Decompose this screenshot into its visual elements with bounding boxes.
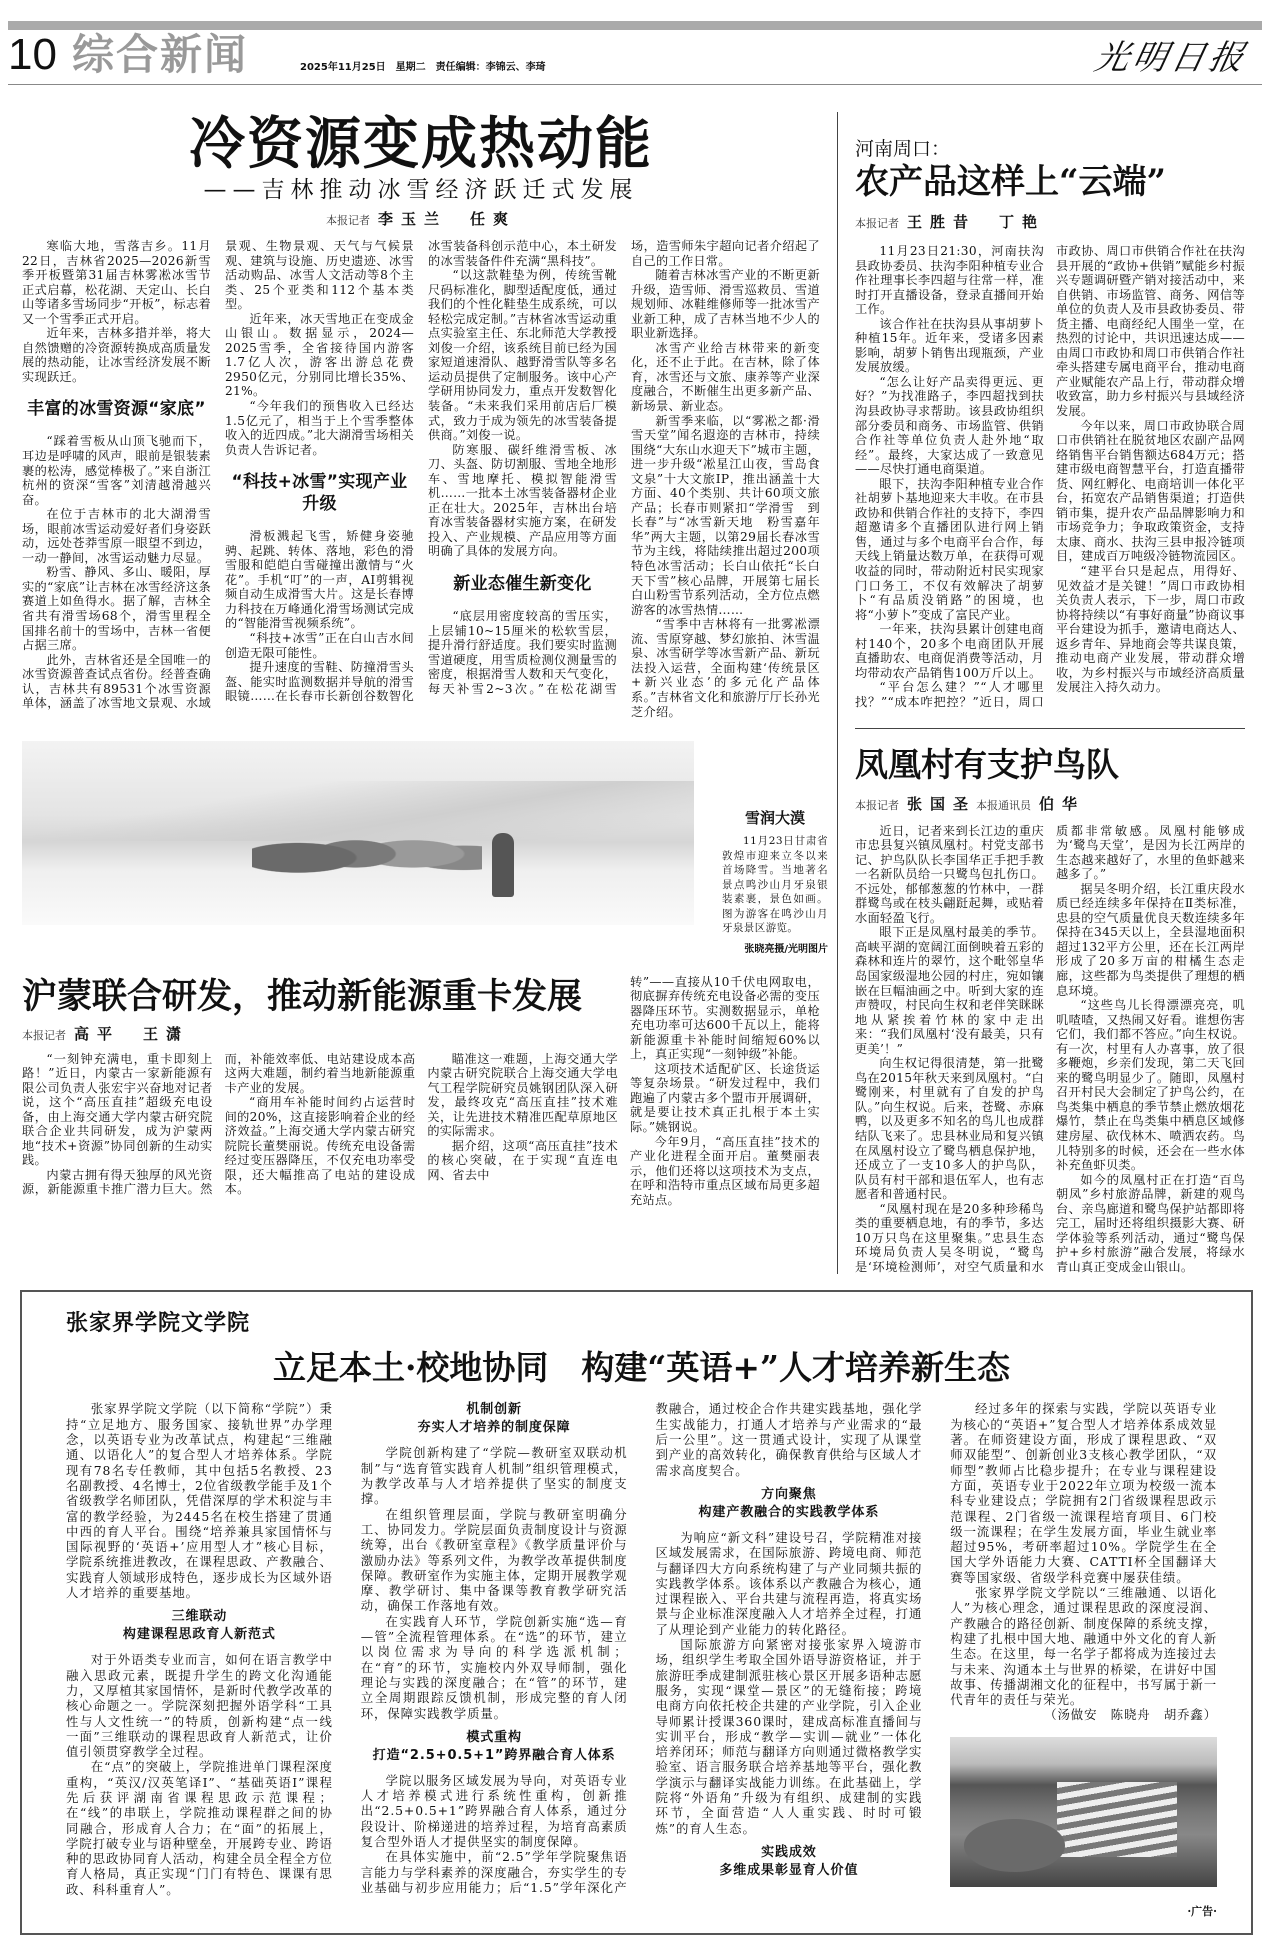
advert-org-name: 张家界学院文学院 xyxy=(66,1311,251,1337)
subheading-line: “科技+冰雪”实现产业升级 xyxy=(231,472,408,515)
subheading xyxy=(22,398,211,420)
subheading-line: 多维成果彰显育人价值 xyxy=(719,1862,859,1878)
photo-caption-box xyxy=(722,807,828,955)
paragraph: 学院创新构建了“学院—教研室双联动机制”与“选育管实践育人机制”组织管理模式，为教学改革与人才培养提供了坚实的制度支撑。 xyxy=(360,1445,628,1507)
paragraph: 据吴冬明介绍，长江重庆段水质已经连续多年保持在Ⅱ类标准，忠县的空气质量优良天数连续多年保持在345天以上，全县湿地面积超过132平方公里，还在长江两岸形成了20多万亩的柑橘生态走廊，这些都为鸟类提供了理想的栖息环境。 xyxy=(1056,881,1245,998)
subheading xyxy=(361,1729,628,1765)
paragraph: 一年来，扶沟县累计创建电商村140个，20多个电商团队开展直播助农、电商促消费等活动，月均带动农产品销售100万斤以上。 xyxy=(855,622,1044,680)
subheading-line: 丰富的冰雪资源“家底” xyxy=(27,399,206,420)
paragraph: 国际旅游方向紧密对接张家界入境游市场，组织学生考取全国外语导游资格证，并于旅游旺季成建制派驻核心景区开展多语种志愿服务，实现“课堂—景区”的无缝衔接；跨境电商方向依托校企共建的产业学院，引入企业导师累计授课360课时，建成高标准直播间与实训平台，形成“教学—实训—就业”一体化培养闭环；师范与翻译方向则通过微格教学实验室、语言服务联合培养基地等平台，强化教学演示与翻译实战能力训练。在此基础上，学院将“外语角”升级为有组织、成建制的实践环节，全面营造“人人重实践、时时可锻炼”的育人生态。 xyxy=(655,1637,923,1836)
main-article-subtitle: ——吉林推动冰雪经济跃迁式发展 xyxy=(203,177,639,203)
paragraph: “今年我们的预售收入已经达1.5亿元了，相当于上个雪季整体收入的近四成。”北大湖滑雪场相关负责人告诉记者。 xyxy=(225,399,414,457)
phoenix-article-byline xyxy=(855,793,1245,814)
camel-guide xyxy=(492,833,514,897)
henan-article-body xyxy=(855,244,1245,710)
subheading xyxy=(656,1486,923,1522)
main-article-title: 冷资源变成热动能 xyxy=(189,111,653,177)
advertisement-box xyxy=(20,1290,1253,1935)
paragraph: 瞄准这一难题，上海交通大学内蒙古研究院联合上海交通大学电气工程学院研究员姚钢团队深入研发，最终攻克“高压直挂”技术难关，让先进技术精准匹配草原地区的实际需求。 xyxy=(427,1051,618,1139)
paragraph: 11月23日21:30，河南扶沟县政协委员、扶沟李阳种植专业合作社理事长李四超与往常一样，准时打开直播设备，登录直播间开始工作。 xyxy=(855,244,1044,317)
paragraph: “这些鸟儿长得漂漂亮亮，叽叽喳喳，又热闹又好看。谁想伤害它们，我们都不答应。”向生权说。有一次，村里有人办喜事，放了很多鞭炮，乡亲们发现，第二天飞回来的鹭鸟明显少了。随即，凤凰村召开村民大会制定了护鸟公约，在鸟类集中栖息的季节禁止燃放烟花爆竹，禁止在鸟类集中栖息区域修建房屋、砍伐林木、喷洒农药。鸟儿特别多的时候，还会在一些水体补充鱼虾贝类。 xyxy=(1056,998,1245,1173)
advert-body xyxy=(66,1401,1217,1897)
paragraph: 在具体实施中，前“2.5”学年学院聚焦语言能力与学科素养的深度融合，夯实学生的专业基础与初步应用能力；后“1.5”学年深化产教融合，通过校企合作共建实践基地，强化学生实战能力，打通人才培养与产业需求的“最后一公里”。这一贯通式设计，实现了从课堂到产业的高效转化，确保教育供给与区域人才需求高度契合。 xyxy=(360,1401,923,1895)
subheading-line: 夯实人才培养的制度保障 xyxy=(417,1420,571,1436)
paragraph: 寒临大地，雪落吉乡。11月22日，吉林省2025—2026新雪季开板暨第31届吉林雾凇冰雪节正式启幕，松花湖、天定山、长白山等诸多雪场同步“开板”，标志着又一个雪季正式开启。 xyxy=(22,239,211,326)
section-divider xyxy=(855,728,1245,729)
paragraph: 经过多年的探索与实践，学院以英语专业为核心的“英语+”复合型人才培养体系成效显著。在师资建设方面，形成了课程思政、“双师双能型”、创新创业3支核心教学团队，“双师型”教师占比稳步提升；在专业与课程建设方面，英语专业于2022年立项为校级一流本科专业建设点；学院拥有2门省级课程思政示范课程、2门省级一流课程培育项目、6门校级一流课程；在学生发展方面，毕业生就业率超过95%，考研率超过10%。学院学生在全国大学外语能力大赛、CATTI杯全国翻译大赛等国家级、省级学科竞赛中屡获佳绩。 xyxy=(950,1401,1217,1585)
byline-label: 本报记者 xyxy=(325,214,370,227)
paragraph: 为响应“新文科”建设号召，学院精准对接区域发展需求，在国际旅游、跨境电商、师范与翻译四大方向系统构建了与产业同频共振的实践教学体系。该体系以产教融合为核心，通过课程嵌入、平台共建与流程再造，将真实场景与企业标准深度融入人才培养全过程，打通了从理论到产业能力的转化路径。 xyxy=(655,1529,923,1637)
newspaper-logo: 光明日报 xyxy=(1091,38,1252,78)
paragraph: 今年以来，周口市政协联合周口市供销社在脱贫地区农副产品网络销售平台销售额达684万元；搭建市级电商智慧平台，打造直播带货、网红孵化、电商培训一体化平台，拓宽农产品销售渠道；打造供销市集，提升农产品品牌影响力和市场竞争力；争取政策资金，支持太康、商水、扶沟三县申报冷链项目，建成百万吨级冷链物流园区。 xyxy=(1056,418,1245,564)
paragraph: 提升速度的雪鞋、防撞滑雪头盔、能实时监测数据并导航的滑雪眼镜……在长春市长新创谷数智化冰雪装备科创示范中心，本土研发的冰雪装备件件充满“黑科技”。 xyxy=(225,239,617,704)
paragraph: 对于外语类专业而言，如何在语言教学中融入思政元素，既提升学生的跨文化沟通能力，又厚植其家国情怀，是新时代教学改革的核心命题之一。学院深刻把握外语学科“工具性与人文性统一”的特质，创新构建“点一线一面”三维联动的课程思政育人新范式，让价值引领贯穿教学全过程。 xyxy=(66,1652,333,1760)
humeng-article-byline xyxy=(22,1023,618,1044)
paragraph: 近年来，冰天雪地正在变成金山银山。数据显示，2024—2025雪季，全省接待国内游客1.7亿人次，游客出游总花费2950亿元，分别同比增长35%、21%。 xyxy=(225,311,414,399)
paragraph: “踩着雪板从山顶飞驰而下，耳边是呼啸的风声，眼前是银装素裹的松涛，感觉棒极了。”来自浙江杭州的资深“雪客”刘清越滑越兴奋。 xyxy=(22,434,211,507)
paragraph: “怎么让好产品卖得更远、更好？”为找准路子，李四超找到扶沟县政协寻求帮助。该县政协组织部分委员和商务、市场监管、供销合作社等单位负责人赴外地“取经”。最终，大家达成了一致意见——尽快打通电商渠道。 xyxy=(855,374,1044,477)
paragraph: 学院以服务区域发展为导向，对英语专业人才培养模式进行系统性重构，创新推出“2.5+0.5+1”跨界融合育人体系，通过分段设计、阶梯递进的培养过程，为培育高素质复合型外语人才提供坚实的制度保障。 xyxy=(360,1772,628,1849)
subheading-line: 新业态催生新变化 xyxy=(453,574,592,595)
photo-block xyxy=(22,741,828,955)
paragraph: 在“点”的突破上，学院推进单门课程深度重构，“英汉/汉英笔译I”、“基础英语I”课程先后获评湖南省课程思政示范课程；在“线”的串联上，学院推动课程群之间的协同融合，形成育人合力；在“面”的拓展上，学院打破专业与语种壁垒，开展跨专业、跨语种的思政协同育人活动，构建全员全程全方位育人格局，真正实现“门门有特色、课课有思政、科科重育人”。 xyxy=(66,1759,333,1897)
paragraph: “凤凰村现在是20多种珍稀鸟类的重要栖息地，有的季节，多达10万只鸟在这里聚集。”忠县生态环境局负责人吴冬明说，“鹭鸟是‘环境检测师’，对空气质量和水质都非常敏感。凤凰村能够成为‘鹭鸟天堂’，是因为长江两岸的生态越来越好了，水里的鱼虾越来越多了。” xyxy=(855,823,1245,1274)
advert-label: ·广告· xyxy=(1187,1905,1217,1919)
paragraph: “以这款鞋垫为例，传统雪靴尺码标准化，脚型适配度低，通过我们的个性化鞋垫生成系统，可以轻松完成定制。”吉林省冰雪运动重点实验室主任、东北师范大学教授刘俊一介绍，该系统目前已经为国家短道速滑队、越野滑雪队等多名运动员提供了定制服务。该中心产学研用协同发力，重点开发数智化装备。“未来我们采用前店后厂模式，致力于成为领先的冰雪装备提供商。”刘俊一说。 xyxy=(428,268,617,443)
paragraph: 转”——直接从10千伏电网取电，彻底摒弃传统充电设备必需的变压器降压环节。实测数据显示，单枪充电功率可达600千瓦以上，能将新能源重卡补能时间缩短60%以上，真正实现“一刻钟级”补能。 xyxy=(630,974,820,1062)
humeng-article-body-continued xyxy=(630,975,820,1208)
paragraph: 今年9月，“高压直挂”技术的产业化进程全面开启。董樊丽表示，他们还将以这项技术为支点，在呼和浩特市重点区域布局更多超充站点。 xyxy=(630,1134,820,1207)
henan-article-byline xyxy=(855,211,1245,232)
paragraph: 眼下，扶沟李阳种植专业合作社胡萝卜基地迎来大丰收。在市县政协和供销合作社的支持下，李四超邀请多个直播团队进行网上销售，通过与多个电商平台合作，每天线上销量达数万单，在获得可观收益的同时，带动附近村民实现家门口务工，不仅有效解决了胡萝卜“有品质没销路”的困境，也将“小萝卜”变成了富民产业。 xyxy=(855,476,1044,622)
paragraph: 在位于吉林市的北大湖滑雪场，眼前冰雪运动爱好者们身姿跃动，远处苍莽雪原一眼望不到边，一动一静间，冰雪运动魅力尽显。 xyxy=(22,507,211,565)
byline-names: 张国圣 xyxy=(907,794,977,813)
paragraph: 向生权记得很清楚，第一批鹭鸟在2015年秋天来到凤凰村。“白鹭刚来，村里就有了自发的护鸟队。”向生权说。后来，苍鹭、赤麻鸭，以及更多不知名的鸟儿也成群结队飞来了。忠县林业局和复兴镇在凤凰村设立了鹭鸟栖息保护地，还成立了一支10多人的护鸟队，队员有村干部和退伍军人，也有志愿者和普通村民。 xyxy=(855,1056,1044,1202)
subheading-line: 实践成效 xyxy=(761,1844,817,1860)
paragraph: 在组织管理层面，学院与教研室明确分工、协同发力。学院层面负责制度设计与资源统筹，出台《教研室章程》《教学质量评价与激励办法》等系列文件，为教学改革提供制度保障。教研室作为实施主体，定期开展教学观摩、教学研讨、集中备课等教育教学研究活动，确保工作落地有效。 xyxy=(360,1506,628,1614)
humeng-main xyxy=(22,975,618,1197)
author-signature: （汤做安 陈晓舟 胡乔鑫） xyxy=(1044,1707,1217,1723)
subheading-line: 模式重构 xyxy=(466,1729,522,1745)
subheading-line: 机制创新 xyxy=(466,1402,522,1418)
subheading xyxy=(225,471,414,515)
section-title: 综合新闻 xyxy=(72,30,249,79)
paragraph: 新雪季来临，以“雾凇之都·滑雪天堂”闻名遐迩的吉林市，持续围绕“大东山水迎天下”城市主题，进一步升级“凇星江山夜，雪岛食文泉”十大文旅IP，推出涵盖十大方面、40个类别、共计60项文旅产品；长春市则紧扣“学滑雪 到长春”与“冰雪新天地 粉雪嘉年华”两大主题，以第29届长春冰雪节为主线，将陆续推出超过200项特色冰雪活动；长白山依托“长白天下雪”核心品牌，开展第七届长白山粉雪节系列活动，全方位点燃游客的冰雪热情…… xyxy=(631,413,820,617)
subheading-line: 三维联动 xyxy=(171,1609,228,1625)
paragraph: 该合作社在扶沟县从事胡萝卜种植15年。近年来，受诸多因素影响，胡萝卜销售出现瓶颈，产业发展放缓。 xyxy=(855,316,1044,375)
byline-label-2: 本报通讯员 xyxy=(976,798,1032,812)
byline-label: 本报记者 xyxy=(22,1028,66,1042)
subheading-line: 打造“2.5+0.5+1”跨界融合育人体系 xyxy=(372,1747,616,1763)
photo-caption: 11月23日甘肃省敦煌市迎来立冬以来首场降雪。当地著名景点鸣沙山月牙泉银装素裹，景色如画。图为游客在鸣沙山月牙泉景区游览。 xyxy=(722,835,828,935)
humeng-article-body xyxy=(22,1052,618,1197)
paragraph: 近年来，吉林多措并举，将大自然馈赠的冷资源转换成高质量发展的热动能，让冰雪经济发展不断实现跃迁。 xyxy=(22,326,211,384)
paragraph: “商用车补能时间约占运营时间的20%，这直接影响着企业的经济效益。”上海交通大学内蒙古研究院院长董樊丽说。传统充电设备需经过变压器降压，不仅充电功率受限，还大幅推高了电站的建设成本。 xyxy=(224,1095,416,1197)
main-article-body xyxy=(22,239,820,719)
subheading-line: 构建产教融合的实践教学体系 xyxy=(698,1504,880,1520)
photo-camels-in-snow-desert xyxy=(22,741,694,925)
dateline: 2025年11月25日 星期二 责任编辑：李锦云、李琦 xyxy=(300,62,546,73)
byline-label: 本报记者 xyxy=(855,217,899,230)
left-column xyxy=(22,111,828,1274)
paragraph: 近日，记者来到长江边的重庆市忠县复兴镇凤凰村。村党支部书记、护鸟队队长李国华正手把手教一名新队员给一只鹭鸟包扎伤口。不远处，郁郁葱葱的竹林中，一群群鹭鸟或在枝头翩跹起舞，或贴着水面轻盈飞行。 xyxy=(855,823,1044,925)
masthead-divider xyxy=(8,84,1262,85)
paragraph: 内蒙古拥有得天独厚的风光资源，新能源重卡推广潜力巨大。然而，补能效率低、电站建设成本高这两大难题，制约着当地新能源重卡产业的发展。 xyxy=(22,1051,416,1197)
paragraph: 冰雪产业给吉林带来的新变化，还不止于此。在吉林，除了体育，冰雪还与文旅、康养等产业深度融合，不断催生出更多新产品、新场景、新业态。 xyxy=(631,340,820,414)
humeng-article-title: 沪蒙联合研发，推动新能源重卡发展 xyxy=(22,975,583,1017)
subheading-line: 构建课程思政育人新范式 xyxy=(122,1627,276,1643)
paragraph: 此外，吉林省还是全国唯一的冰雪资源普查试点省份。经普查确认，吉林共有89531个冰雪资源单体，涵盖了冰雪地文景观、水域景观、生物景观、天气与气候景观、建筑与设施、历史遗迹、冰雪活动购品、冰雪人文活动等8个主类、25个亚类和112个基本类型。 xyxy=(22,239,414,711)
photo-campus-aerial xyxy=(950,1737,1217,1887)
phoenix-article-title: 凤凰村有支护鸟队 xyxy=(855,744,1119,784)
subheading xyxy=(428,573,617,595)
paragraph: “雪季中吉林将有一批雾凇漂流、雪原穿越、梦幻旅拍、沐雪温泉、冰雪研学等冰雪新产品、新玩法投入运营，全面构建‘传统景区+新兴业态’的多元化产品体系。”吉林省文化和旅游厅厅长孙光芝介绍。 xyxy=(631,617,820,719)
camel-caravan xyxy=(252,811,482,889)
paragraph: “平台怎么建？”“人才哪里找？”“成本咋把控？”近日，周口市政协、周口市供销合作社在扶沟县开展的“政协+供销”赋能乡村振兴专题调研暨产销对接活动中，来自供销、市场监管、商务、网信等单位的负责人及市县政协委员、带货主播、电商经纪人围坐一堂，在热烈的讨论中，共识迅速达成——由周口市政协和周口市供销合作社牵头搭建专属电商平台，推动电商产业赋能农产品上行，带动群众增收致富，助力乡村振兴与县域经济发展。 xyxy=(855,244,1245,709)
paragraph: 这项技术适配矿区、长途货运等复杂场景。“研发过程中，我们跑遍了内蒙古多个盟市开展调研，就是要让技术真正扎根于本土实际。”姚钢说。 xyxy=(630,1061,820,1135)
paragraph: 防寒服、碳纤维滑雪板、冰刀、头盔、防切割服、雪地全地形车、雪地摩托、模拟智能滑雪机……一批本土冰雪装备器材企业正在壮大。2025年，吉林出台培育冰雪装备器材实施方案，在研发投入、产业规模、产品应用等方面明确了具体的发展方向。 xyxy=(428,442,617,559)
advert-title: 立足本土·校地协同 构建“英语+”人才培养新生态 xyxy=(272,1348,1011,1388)
paragraph: 在实践育人环节，学院创新实施“选—育—管”全流程管理体系。在“选”的环节，建立以岗位需求为导向的科学选派机制；在“育”的环节，实施校内外双导师制，强化理论与实践的深度融合；在“管”的环节，建立全周期跟踪反馈机制，形成完整的育人闭环，保障实践教学质量。 xyxy=(360,1613,628,1721)
photo-title: 雪润大漠 xyxy=(744,809,805,828)
paragraph: 张家界学院文学院以“三维融通、以语化人”为核心理念，通过课程思政的深度浸润、产教融合的路径创新、制度保障的系统支撑，构建了扎根中国大地、融通中外文化的育人新生态。在这里，每一名学子都将成为连接过去与未来、沟通本土与世界的桥梁，在讲好中国故事、传播湖湘文化的征程中，书写属于新一代青年的责任与荣光。 xyxy=(950,1585,1217,1708)
byline-label: 本报记者 xyxy=(855,798,899,812)
photo-credit: 张晓亮摄/光明图片 xyxy=(744,943,828,955)
subheading xyxy=(361,1401,628,1437)
right-column xyxy=(855,112,1245,1274)
paragraph: 粉雪、静风、多山、暖阳，厚实的“家底”让吉林在冰雪经济这条赛道上如鱼得水。据了解，吉林全省共有滑雪场68个，滑雪里程全国排名前十的雪场中，吉林一省便占据三席。 xyxy=(22,565,211,653)
paragraph: “一刻钟充满电，重卡即刻上路！”近日，内蒙古一家新能源有限公司负责人张宏宇兴奋地对记者说，这个“高压直挂”超级充电设备，由上海交通大学内蒙古研究院联合企业共同研发，成为沪蒙两地“技术+资源”协同创新的生动实践。 xyxy=(22,1051,213,1168)
henan-article-kicker: 河南周口： xyxy=(855,138,951,160)
paragraph: 眼下正是凤凰村最美的季节。高峡平湖的宽阔江面倒映着五彩的森林和连片的翠竹，这个毗邻皇华岛国家级湿地公园的村庄，宛如镶嵌在巨幅油画之中。听到大家的连声赞叹，村民向生权和老伴笑眯眯地从紧挨着竹林的家中走出来：“我们凤凰村‘没有最美，只有更美’！” xyxy=(855,925,1044,1056)
paragraph: 据介绍，这项“高压直挂”技术的核心突破，在于实现“直连电网、省去中 xyxy=(427,1138,618,1182)
byline-names-2: 伯华 xyxy=(1039,794,1086,813)
phoenix-article-body xyxy=(855,824,1245,1275)
main-article-byline xyxy=(22,208,820,229)
paragraph: “科技+冰雪”正在白山吉水间创造无限可能性。 xyxy=(225,631,414,660)
byline-names: 高平 王潇 xyxy=(74,1024,190,1043)
masthead-bar xyxy=(8,21,1262,30)
subheading-line: 方向聚焦 xyxy=(761,1486,817,1502)
henan-article-title: 农产品这样上“云端” xyxy=(855,162,1167,202)
paragraph: 随着吉林冰雪产业的不断更新升级，造雪师、滑雪巡救员、雪道规划师、冰鞋维修师等一批冰雪产业新工种，成了吉林当地不少人的职业新选择。 xyxy=(631,268,820,341)
byline-names: 王胜昔 丁艳 xyxy=(907,213,1046,231)
subheading xyxy=(656,1844,923,1880)
byline-names: 李玉兰 任爽 xyxy=(377,210,516,228)
paragraph: 张家界学院文学院（以下简称“学院”）秉持“立足地方、服务国家、接轨世界”办学理念，以英语专业为改革试点，构建起“三维融通、以语化人”的复合型人才培养体系。学院现有78名专任教师，其中包括5名教授、23名副教授、4名博士，2位省级教学能手及1个省级教学名师团队，凭借深厚的学术积淀与丰富的教学经验，为2445名在校生搭建了贯通中西的育人平台。围绕“培养兼具家国情怀与国际视野的‘英语+’应用型人才”核心目标，学院系统推进教改，在课程思政、产教融合、实践育人领域形成特色，逐步成长为区域外语人才培养的重要基地。 xyxy=(66,1401,333,1601)
paragraph: “底层用密度较高的雪压实，上层铺10~15厘米的松软雪层，提升滑行舒适度。我们要实时监测雪道硬度，用雪质检测仪测量雪的密度，根据滑雪人数和天气变化，每天补雪2~3次。”在松花湖雪场，造雪师朱宇超向记者介绍起了自己的工作日常。 xyxy=(428,239,820,696)
paragraph: 如今的凤凰村正在打造“百鸟朝凤”乡村旅游品牌，新建的观鸟台、亲鸟廊道和鹭鸟保护站都即将完工，届时还将组织摄影大赛、研学体验等系列活动，通过“鹭鸟保护+乡村旅游”融合发展，将绿水青山真正变成金山银山。 xyxy=(1056,1172,1245,1274)
paragraph: 滑板溅起飞雪，矫健身姿驰骋、起跳、转体、落地，彩色的滑雪服和皑皑白雪碰撞出激情与“火花”。手机“叮”的一声，AI剪辑视频自动生成滑雪大片。这是长春博力科技在万峰通化滑雪场测试完成的“智能滑雪视频系统”。 xyxy=(225,529,414,631)
page-number: 10 xyxy=(8,30,57,79)
column-divider xyxy=(837,112,838,1274)
paragraph: “建平台只是起点，用得好、见效益才是关键！”周口市政协相关负责人表示，下一步，周口市政协将持续以“有事好商量”协商议事平台建设为抓手，邀请电商达人、返乡青年、异地商会等共谋良策，推动电商产业发展，带动群众增收，为乡村振兴与市域经济高质量发展注入持久动力。 xyxy=(1056,564,1245,695)
humeng-article xyxy=(22,975,820,1208)
subheading xyxy=(66,1608,333,1644)
